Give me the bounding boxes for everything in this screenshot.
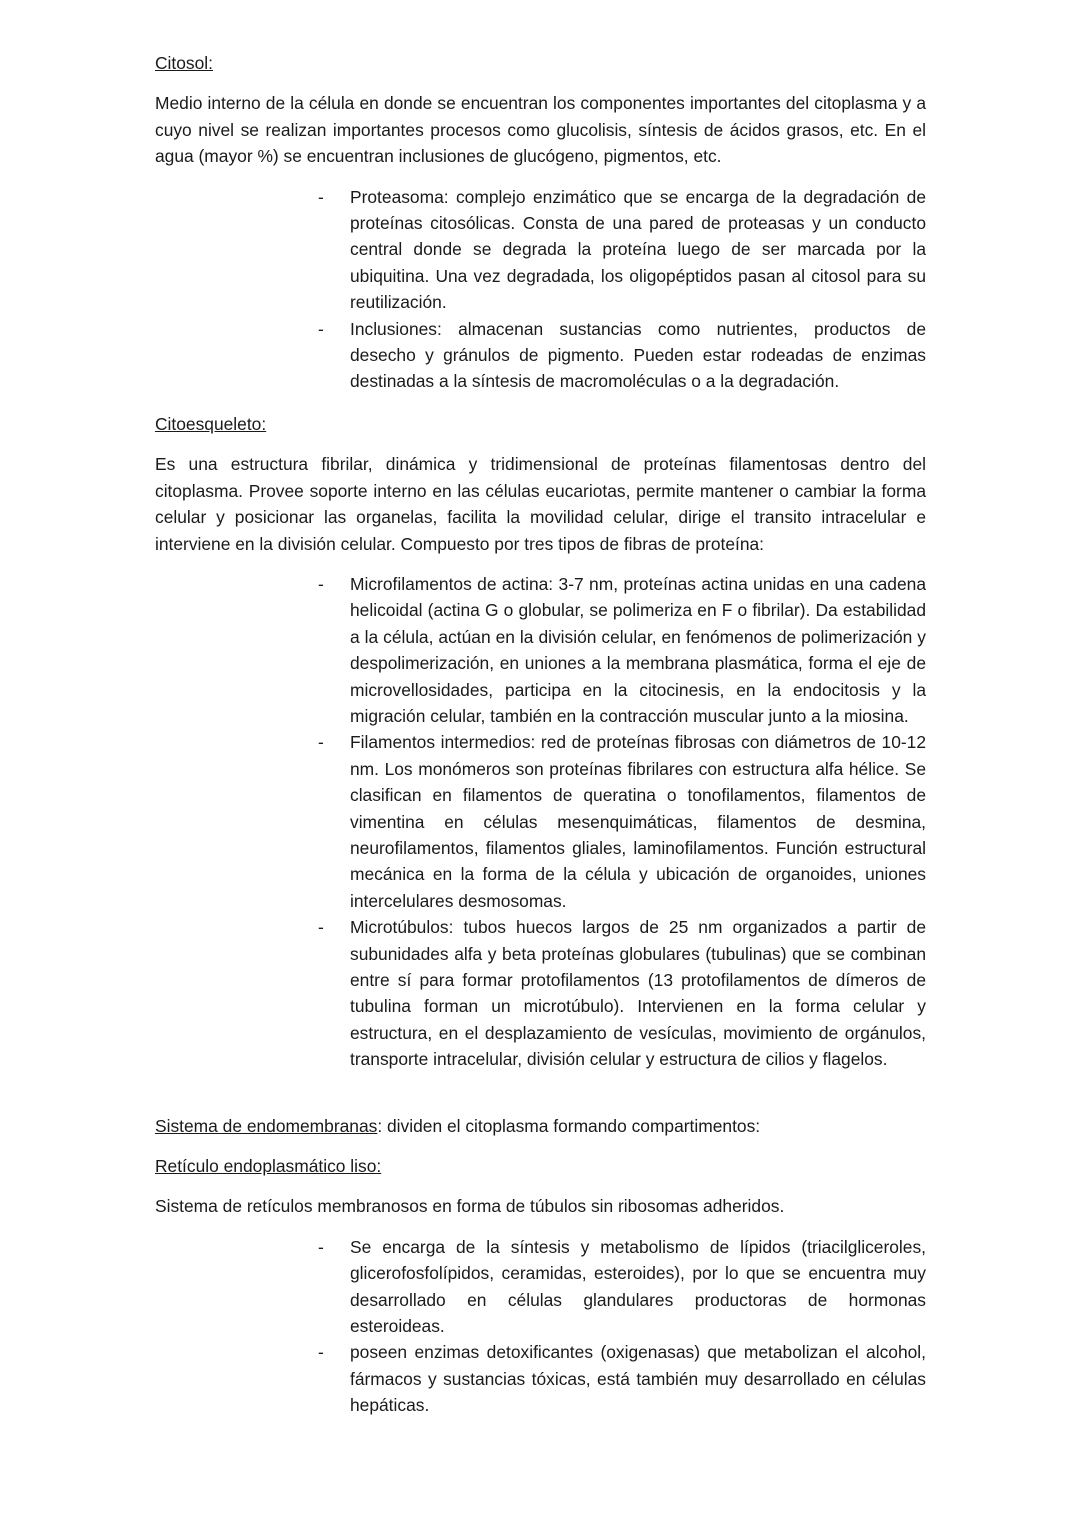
endomembranas-line (155, 1113, 926, 1139)
citoesqueleto-intro: Es una estructura fibrilar, dinámica y tridimensional de proteínas filamentosas dentro del citoplasma. Provee soporte interno en las células eucariotas, permite mantener o cambiar la forma celular y posicionar las organelas, facilita la movilidad celular, dirige el transito intracelular e interviene en la división celular. Compuesto por tres tipos de fibras de proteína: (155, 454, 926, 554)
list-item: - Microfilamentos de actina: 3-7 nm, proteínas actina unidas en una cadena helicoidal (actina G o globular, se polimeriza en F o fibrilar). Da estabilidad a la célula, actúan en la división celular, en fenómenos de polimerización y despolimerización, en uniones a la membrana plasmática, forma el eje de microvellosidades, participa en la citocinesis, en la endocitosis y la migración celular, también en la contracción muscular junto a la miosina. (350, 571, 926, 729)
list-item: - Proteasoma: complejo enzimático que se encarga de la degradación de proteínas citosólicas. Consta de una pared de proteasas y un conducto central donde se degrada la proteína luego de ser marcada por la ubiquitina. Una vez degradada, los oligopéptidos pasan al citosol para su reutilización. (350, 184, 926, 316)
list-item: - Se encarga de la síntesis y metabolismo de lípidos (triacilgliceroles, glicerofosfolípidos, ceramidas, esteroides), por lo que se encuentra muy desarrollado en células glandulares productoras de hormonas esteroideas. (350, 1234, 926, 1340)
citosol-list (155, 184, 926, 395)
citoesqueleto-list (155, 571, 926, 1073)
rel-intro: Sistema de retículos membranosos en forma de túbulos sin ribosomas adheridos. (155, 1196, 785, 1217)
list-item: - Microtúbulos: tubos huecos largos de 25 nm organizados a partir de subunidades alfa y beta proteínas globulares (tubulinas) que se combinan entre sí para formar protofilamentos (13 protofilamentos de dímeros de tubulina forman un microtúbulo). Intervienen en la forma celular y estructura, en el desplazamiento de vesículas, movimiento de orgánulos, transporte intracelular, división celular y estructura de cilios y flagelos. (350, 914, 926, 1072)
citosol-intro: Medio interno de la célula en donde se encuentran los componentes importantes del citoplasma y a cuyo nivel se realizan importantes procesos como glucolisis, síntesis de ácidos grasos, etc. En el agua (mayor %) se encuentran inclusiones de glucógeno, pigmentos, etc. (155, 93, 926, 167)
list-item: - poseen enzimas detoxificantes (oxigenasas) que metabolizan el alcohol, fármacos y sustancias tóxicas, está también muy desarrollado en células hepáticas. (350, 1339, 926, 1418)
citosol-heading: Citosol: (155, 53, 213, 73)
list-item: - Inclusiones: almacenan sustancias como nutrientes, productos de desecho y gránulos de pigmento. Pueden estar rodeadas de enzimas destinadas a la síntesis de macromoléculas o a la degradación. (350, 316, 926, 395)
endomembranas-heading: Sistema de endomembranas (155, 1115, 378, 1136)
rel-list (155, 1234, 926, 1419)
document-page (155, 50, 926, 1419)
endomembranas-text: : dividen el citoplasma formando compartimentos: (377, 1115, 761, 1136)
rel-heading: Retículo endoplasmático liso: (155, 1156, 382, 1177)
citoesqueleto-heading: Citoesqueleto: (155, 413, 267, 434)
list-item: - Filamentos intermedios: red de proteínas fibrosas con diámetros de 10-12 nm. Los monómeros son proteínas fibrilares con estructura alfa hélice. Se clasifican en filamentos de queratina o tonofilamentos, filamentos de vimentina en células mesenquimáticas, filamentos de desmina, neurofilamentos, filamentos gliales, laminofilamentos. Función estructural mecánica en la forma de la célula y ubicación de organoides, uniones intercelulares desmosomas. (350, 729, 926, 914)
